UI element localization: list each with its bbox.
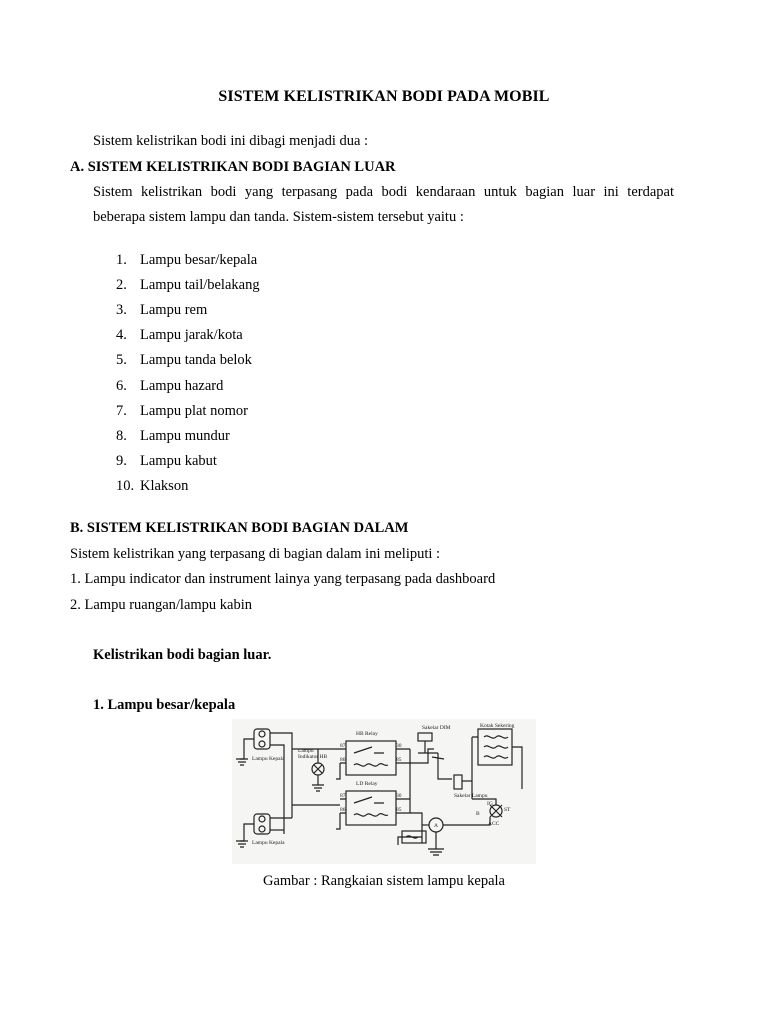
subheading: Kelistrikan bodi bagian luar. <box>93 647 272 663</box>
figure-caption: Gambar : Rangkaian sistem lampu kepala <box>263 873 505 889</box>
list-item-text: Lampu rem <box>140 302 208 318</box>
section-a-paragraph-line1: Sistem kelistrikan bodi yang terpasang pada bodi kendaraan untuk bagian luar ini terdapat <box>93 184 674 200</box>
intro-text: Sistem kelistrikan bodi ini dibagi menjadi dua : <box>93 133 369 149</box>
section-b-heading: B. SISTEM KELISTRIKAN BODI BAGIAN DALAM <box>70 520 409 536</box>
label-ammeter: A <box>434 823 438 829</box>
list-item-number: 6. <box>116 378 127 394</box>
label-terminal-87: 87 <box>340 743 346 749</box>
headlamp-circuit-diagram <box>232 719 536 864</box>
label-terminal-30: 30 <box>396 793 402 799</box>
list-item-text: Klakson <box>140 478 189 494</box>
list-item-number: 3. <box>116 302 127 318</box>
list-item-number: 4. <box>116 327 127 343</box>
list-item-number: 2. <box>116 277 127 293</box>
label-terminal-85: 85 <box>396 807 402 813</box>
label-acc: ACC <box>488 821 500 827</box>
section-a-paragraph-line2: beberapa sistem lampu dan tanda. Sistem-sistem tersebut yaitu : <box>93 209 464 225</box>
section-b-intro: Sistem kelistrikan yang terpasang di bagian dalam ini meliputi : <box>70 546 441 562</box>
list-item-text: Lampu tanda belok <box>140 352 252 368</box>
list-item-text: Lampu jarak/kota <box>140 327 243 343</box>
label-terminal-85: 85 <box>396 757 402 763</box>
headlamp-bottom-icon <box>254 814 270 834</box>
section-a-heading: A. SISTEM KELISTRIKAN BODI BAGIAN LUAR <box>70 159 396 175</box>
label-lampu-kepala-bottom: Lampu Kepala <box>252 840 285 846</box>
label-terminal-30: 30 <box>396 743 402 749</box>
label-terminal-86: 86 <box>340 757 346 763</box>
list-item-number: 5. <box>116 352 127 368</box>
label-ld-relay: LD Relay <box>356 781 378 787</box>
label-sakelar-dim: Sakelar DIM <box>422 725 451 731</box>
list-item <box>116 453 217 470</box>
label-ig: IG <box>487 801 493 807</box>
label-indikator-hb: Indikator HB <box>298 754 328 760</box>
list-item <box>116 403 248 420</box>
label-lampu-kepala-top: Lampu Kepala <box>252 756 285 762</box>
list-item <box>116 277 260 294</box>
label-st: ST <box>504 807 511 813</box>
label-lampu-indikator: Lampu <box>298 748 314 754</box>
label-hb-relay: HB Relay <box>356 731 378 737</box>
list-item-text: Lampu mundur <box>140 428 230 444</box>
list-item-number: 8. <box>116 428 127 444</box>
list-item-number: 7. <box>116 403 127 419</box>
list-item-number: 9. <box>116 453 127 469</box>
list-item-number: 10. <box>116 478 135 494</box>
list-item-text: Lampu plat nomor <box>140 403 248 419</box>
label-kotak-sekering: Kotak Sekering <box>480 723 515 729</box>
list-item <box>116 352 252 369</box>
section-b-item-2: 2. Lampu ruangan/lampu kabin <box>70 597 253 613</box>
light-switch-icon <box>454 775 462 789</box>
label-sakelar-lampu: Sakelar Lampu <box>454 793 488 799</box>
section-b-item-1: 1. Lampu indicator dan instrument lainya yang terpasang pada dashboard <box>70 571 496 587</box>
list-item-number: 1. <box>116 252 127 268</box>
label-b: B <box>476 811 480 817</box>
fuse-box-icon <box>478 729 512 765</box>
list-item <box>116 428 230 445</box>
label-terminal-87: 87 <box>340 793 346 799</box>
list-item <box>116 478 188 495</box>
circuit-svg <box>232 719 536 864</box>
list-item <box>116 302 207 319</box>
list-item-text: Lampu hazard <box>140 378 224 394</box>
list-item <box>116 252 257 269</box>
list-item <box>116 378 223 395</box>
label-terminal-86: 86 <box>340 807 346 813</box>
page-title: SISTEM KELISTRIKAN BODI PADA MOBIL <box>218 88 550 105</box>
hb-relay-box <box>346 741 396 775</box>
headlamp-top-icon <box>254 729 270 749</box>
list-item-text: Lampu kabut <box>140 453 217 469</box>
subsection-heading: 1. Lampu besar/kepala <box>93 697 236 713</box>
list-item-text: Lampu besar/kepala <box>140 252 258 268</box>
list-item <box>116 327 243 344</box>
list-item-text: Lampu tail/belakang <box>140 277 260 293</box>
dimmer-switch-icon <box>418 733 432 741</box>
ld-relay-box <box>346 791 396 825</box>
